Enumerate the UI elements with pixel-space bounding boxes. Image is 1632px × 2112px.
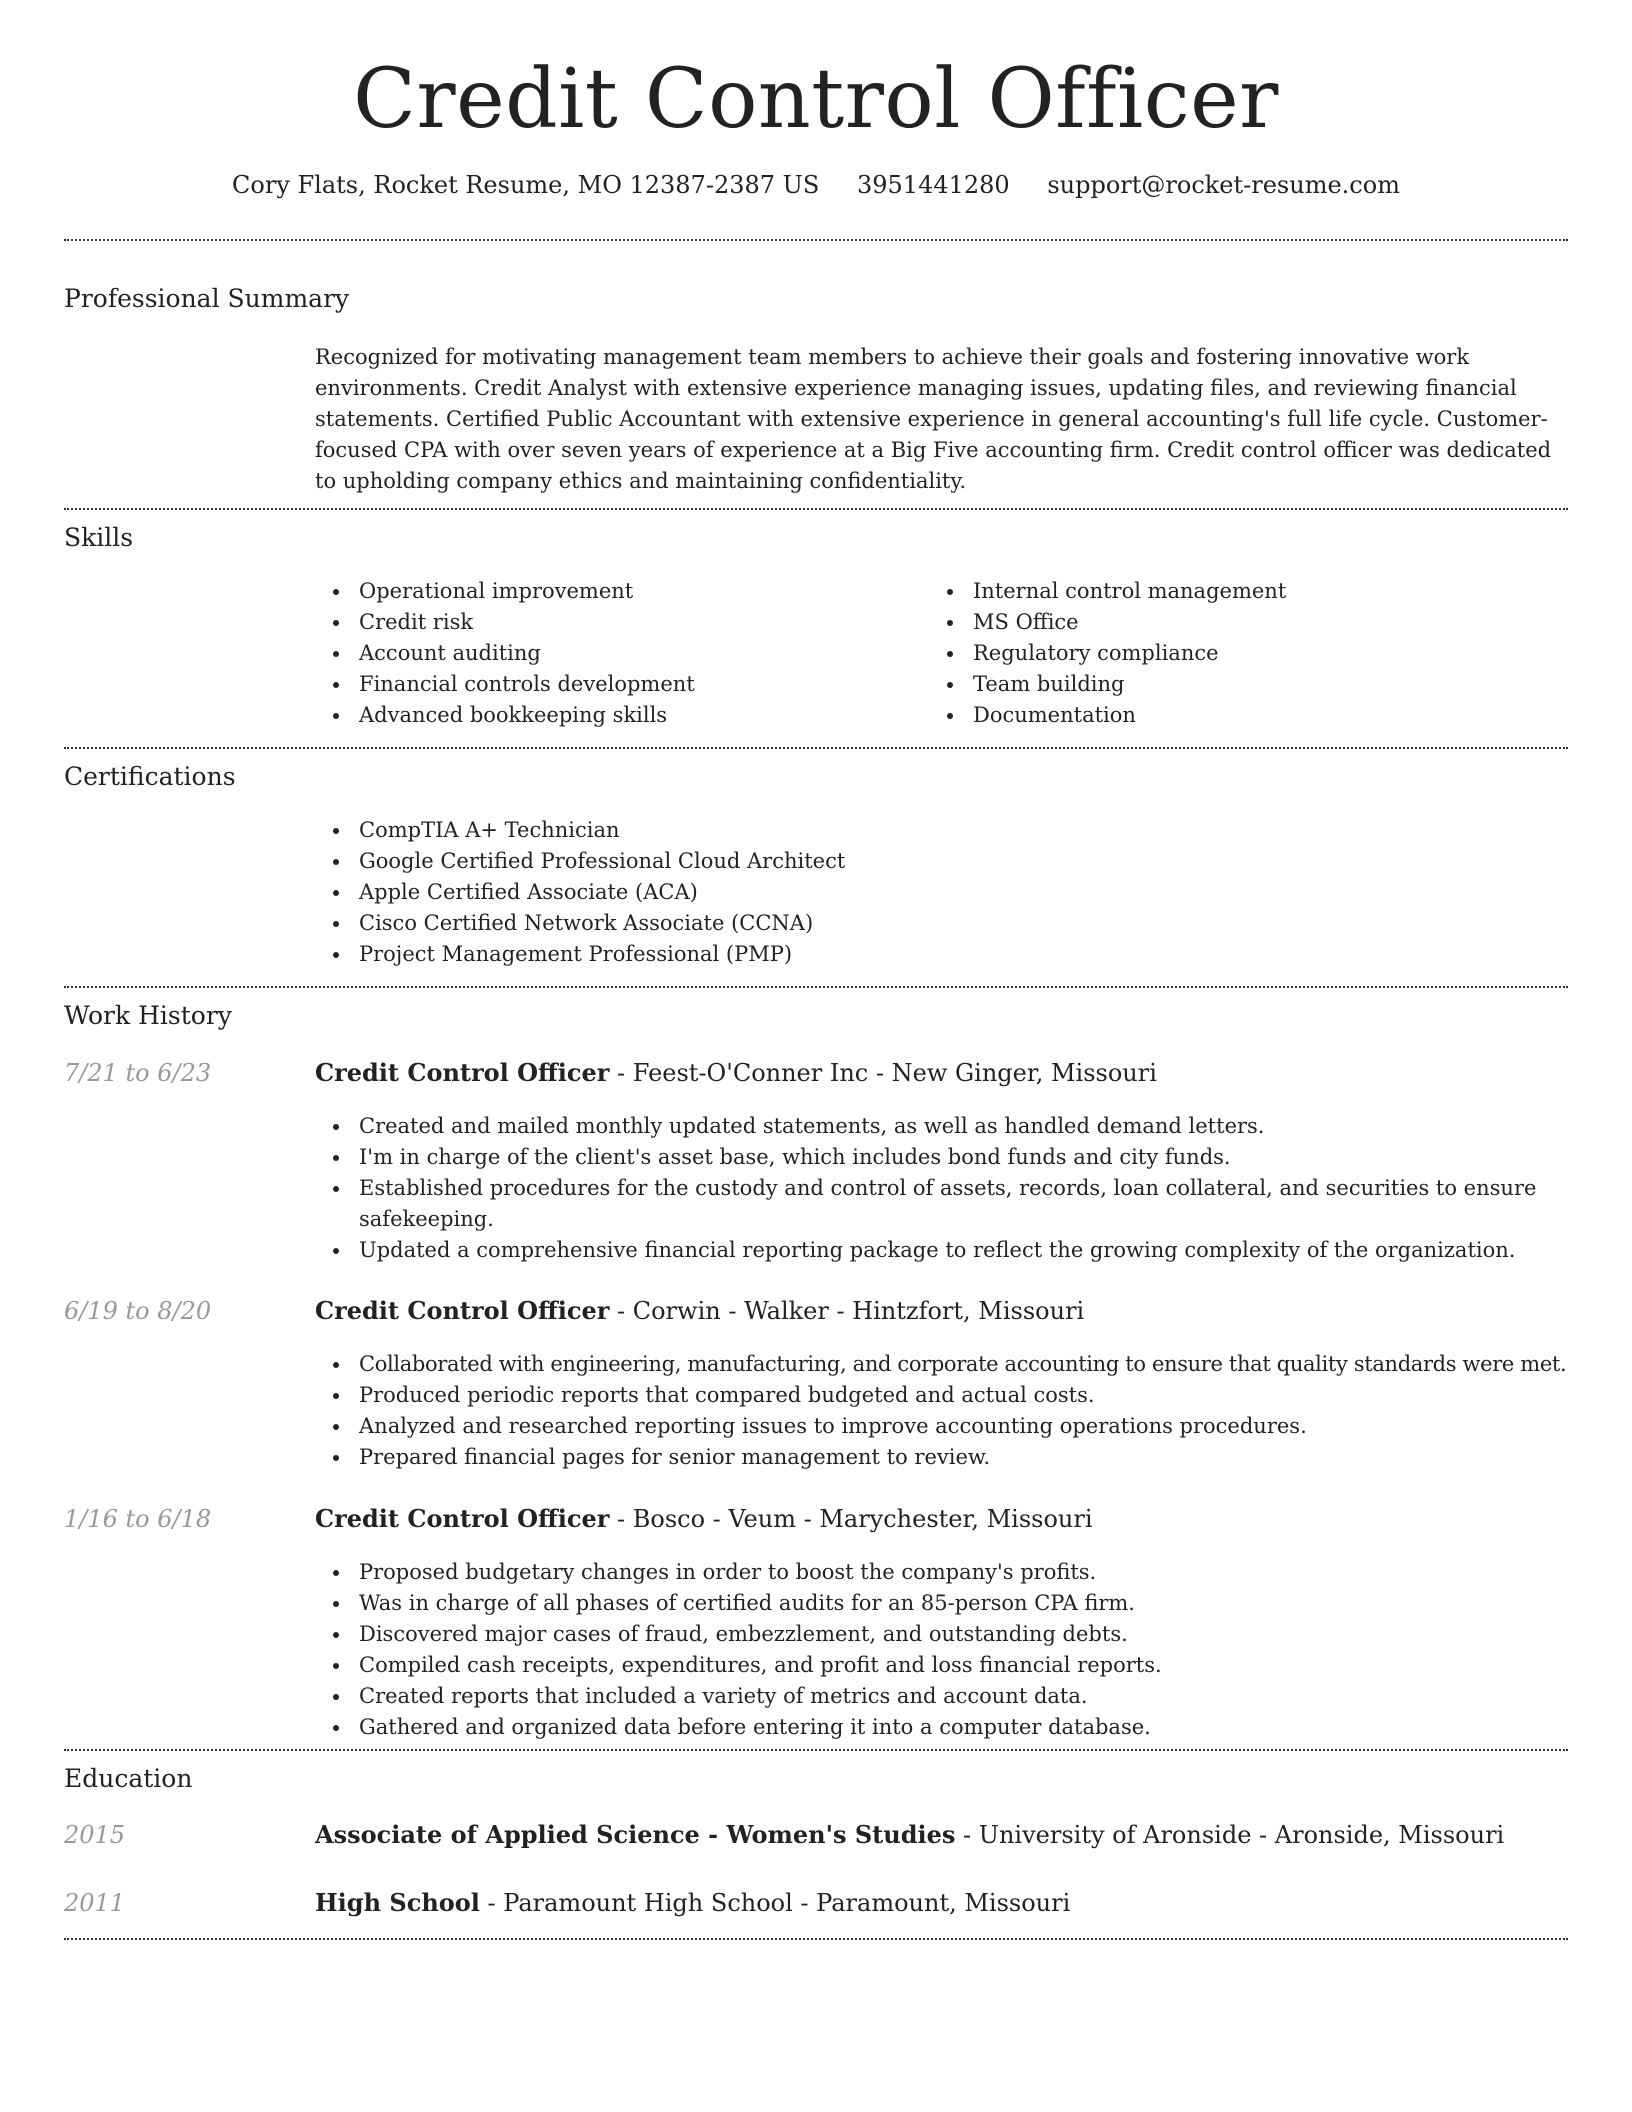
job-title bbox=[315, 1502, 1565, 1536]
skills-list-right bbox=[929, 576, 1529, 731]
skill-item: Operational improvement bbox=[315, 576, 915, 607]
education-school: - Paramount High School - Paramount, Missouri bbox=[479, 1889, 1071, 1917]
job-bullet: I'm in charge of the client's asset base, which includes bond funds and city funds. bbox=[315, 1142, 1565, 1173]
job-bullet: Established procedures for the custody and control of assets, records, loan collateral, and securities to ensure safekeeping. bbox=[315, 1173, 1565, 1235]
job-bullet: Collaborated with engineering, manufacturing, and corporate accounting to ensure that quality standards were met. bbox=[315, 1349, 1585, 1380]
job-bullet: Analyzed and researched reporting issues to improve accounting operations procedures. bbox=[315, 1411, 1585, 1442]
education-degree: High School bbox=[315, 1888, 480, 1917]
section-divider bbox=[64, 986, 1568, 988]
skill-item: Account auditing bbox=[315, 638, 915, 669]
skill-item: Regulatory compliance bbox=[929, 638, 1529, 669]
job-role: Credit Control Officer bbox=[315, 1296, 610, 1325]
job-bullet: Updated a comprehensive financial reporting package to reflect the growing complexity of the organization. bbox=[315, 1235, 1565, 1266]
skill-item: Internal control management bbox=[929, 576, 1529, 607]
certification-item: CompTIA A+ Technician bbox=[315, 815, 1565, 846]
job-bullets bbox=[315, 1349, 1585, 1473]
skills-list-left bbox=[315, 576, 915, 731]
certification-item: Apple Certified Associate (ACA) bbox=[315, 877, 1565, 908]
job-bullet: Created and mailed monthly updated statements, as well as handled demand letters. bbox=[315, 1111, 1565, 1142]
job-bullet: Produced periodic reports that compared budgeted and actual costs. bbox=[315, 1380, 1585, 1411]
certifications-list bbox=[315, 815, 1565, 970]
job-role: Credit Control Officer bbox=[315, 1058, 610, 1087]
job-dates: 1/16 to 6/18 bbox=[64, 1505, 212, 1533]
education-year: 2015 bbox=[64, 1821, 126, 1849]
summary-heading: Professional Summary bbox=[64, 284, 350, 313]
job-bullet: Discovered major cases of fraud, embezzlement, and outstanding debts. bbox=[315, 1619, 1565, 1650]
job-bullet: Was in charge of all phases of certified audits for an 85-person CPA firm. bbox=[315, 1588, 1565, 1619]
skill-item: Team building bbox=[929, 669, 1529, 700]
job-dates: 6/19 to 8/20 bbox=[64, 1297, 212, 1325]
skill-item: Financial controls development bbox=[315, 669, 915, 700]
job-bullet: Created reports that included a variety of metrics and account data. bbox=[315, 1681, 1565, 1712]
skill-item: Advanced bookkeeping skills bbox=[315, 700, 915, 731]
job-bullet: Proposed budgetary changes in order to boost the company's profits. bbox=[315, 1557, 1565, 1588]
certification-item: Google Certified Professional Cloud Architect bbox=[315, 846, 1565, 877]
education-year: 2011 bbox=[64, 1889, 126, 1917]
job-role: Credit Control Officer bbox=[315, 1504, 610, 1533]
section-divider bbox=[64, 747, 1568, 749]
certification-item: Cisco Certified Network Associate (CCNA) bbox=[315, 908, 1565, 939]
contact-address: Cory Flats, Rocket Resume, MO 12387-2387 US bbox=[232, 171, 820, 199]
work-history-heading: Work History bbox=[64, 1001, 232, 1030]
skill-item: Credit risk bbox=[315, 607, 915, 638]
job-employer: - Feest-O'Conner Inc - New Ginger, Missouri bbox=[609, 1059, 1157, 1087]
job-title bbox=[315, 1294, 1565, 1328]
section-divider bbox=[64, 1749, 1568, 1751]
job-bullet: Compiled cash receipts, expenditures, and profit and loss financial reports. bbox=[315, 1650, 1565, 1681]
certification-item: Project Management Professional (PMP) bbox=[315, 939, 1565, 970]
job-bullets bbox=[315, 1557, 1565, 1743]
job-bullet: Gathered and organized data before entering it into a computer database. bbox=[315, 1712, 1565, 1743]
job-title bbox=[315, 1056, 1565, 1090]
skills-heading: Skills bbox=[64, 523, 134, 552]
education-degree: Associate of Applied Science - Women's Studies bbox=[315, 1820, 956, 1849]
contact-email: support@rocket-resume.com bbox=[1047, 171, 1400, 199]
section-divider bbox=[64, 239, 1568, 241]
certifications-heading: Certifications bbox=[64, 762, 236, 791]
education-entry bbox=[315, 1818, 1565, 1852]
section-divider bbox=[64, 1938, 1568, 1940]
contact-line bbox=[0, 168, 1632, 202]
resume-name: Credit Control Officer bbox=[353, 52, 1279, 147]
job-bullets bbox=[315, 1111, 1565, 1266]
skill-item: Documentation bbox=[929, 700, 1529, 731]
contact-phone: 3951441280 bbox=[856, 171, 1010, 199]
education-school: - University of Aronside - Aronside, Missouri bbox=[955, 1821, 1505, 1849]
job-employer: - Corwin - Walker - Hintzfort, Missouri bbox=[609, 1297, 1085, 1325]
skill-item: MS Office bbox=[929, 607, 1529, 638]
section-divider bbox=[64, 508, 1568, 510]
education-entry bbox=[315, 1886, 1565, 1920]
summary-text: Recognized for motivating management team members to achieve their goals and fostering innovative work environments. Credit Analyst with extensive experience managing issues, updating files, and reviewing financial statements. Certified Public Accountant with extensive experience in general accounting's full life cycle. Customer-focused CPA with over seven years of experience at a Big Five accounting firm. Credit control officer was dedicated to upholding company ethics and maintaining confidentiality. bbox=[315, 345, 1552, 493]
job-dates: 7/21 to 6/23 bbox=[64, 1059, 212, 1087]
education-heading: Education bbox=[64, 1764, 193, 1793]
job-bullet: Prepared financial pages for senior management to review. bbox=[315, 1442, 1585, 1473]
job-employer: - Bosco - Veum - Marychester, Missouri bbox=[609, 1505, 1093, 1533]
